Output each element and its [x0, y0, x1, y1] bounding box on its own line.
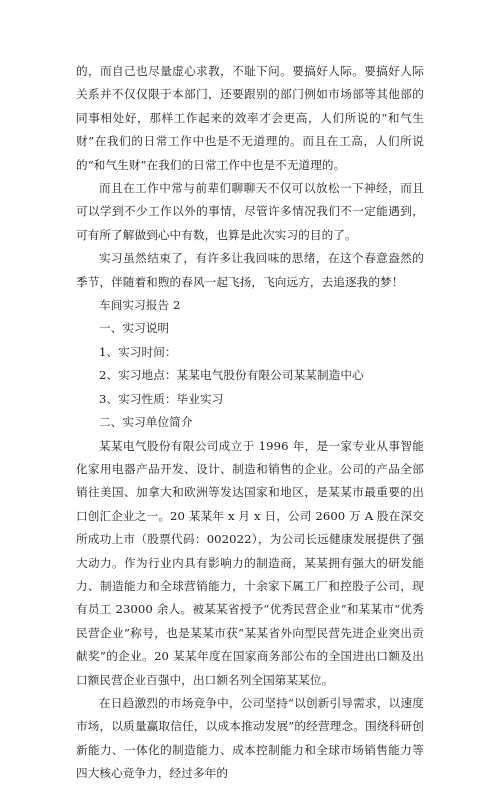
paragraph: 某某电气股份有限公司成立于 1996 年，是一家专业从事智能化家用电器产品开发、设计、制造和销售的企业。公司的产品全部销往美国、加拿大和欧洲等发达国家和地区，是某某市最重要的出口创汇企业之一。20 某某年 x 月 x 日，公司 2600 万 A 股在深交所成功上市（股票代码：002022），为公司长远健康发展提供了强大动力。作为行业内具有影响力的制造商，某某拥有强大的研发能力、制造能力和全球营销能力，十余家下属工厂和控股子公司，现有员工 23000 余人。被某某省授予“优秀民营企业”和某某市“优秀民营企业”称号，也是某某市获“某某省外向型民营先进企业突出贡献奖”的企业。20 某某年度在国家商务部公布的全国进出口额及出口额民营企业百强中，出口额名列全国第某某位。 — [76, 438, 424, 687]
section-heading: 车间实习报告 2 — [99, 298, 181, 313]
paragraph: 实习虽然结束了，有许多让我回味的思绪，在这个春意盎然的季节，伴随着和煦的春风一起飞扬，飞向远方，去追逐我的梦！ — [76, 251, 424, 289]
list-item: 3、实习性质：毕业实习 — [99, 391, 224, 406]
section-heading: 一、实习说明 — [99, 321, 170, 336]
paragraph: 的，而自己也尽量虚心求教，不耻下问。要搞好人际。要搞好人际关系并不仅仅限于本部门，还要跟别的部门例如市场部等其他部的同事相处好，那样工作起来的效率才会更高，人们所说的“和气生财”在我们的日常工作中也是不无道理的。而且在工高，人们所说的“和气生财”在我们的日常工作中也是不无道理的。 — [76, 64, 424, 172]
list-item: 2、实习地点：某某电气股份有限公司某某制造中心 — [99, 368, 364, 383]
list-item: 1、实习时间： — [99, 344, 177, 359]
paragraph: 在日趋激烈的市场竞争中，公司坚持“以创新引导需求，以速度市场，以质量赢取信任，以成本推动发展”的经营理念。围绕科研创新能力、一体化的制造能力、成本控制能力和全球市场销售能力等四大核心竞争力，经过多年的 — [76, 695, 424, 781]
paragraph: 而且在工作中常与前辈们聊聊天不仅可以放松一下神经，而且可以学到不少工作以外的事情，尽管许多情况我们不一定能遇到，可有所了解做到心中有数，也算是此次实习的目的了。 — [76, 181, 424, 242]
section-heading: 二、实习单位简介 — [99, 415, 193, 430]
